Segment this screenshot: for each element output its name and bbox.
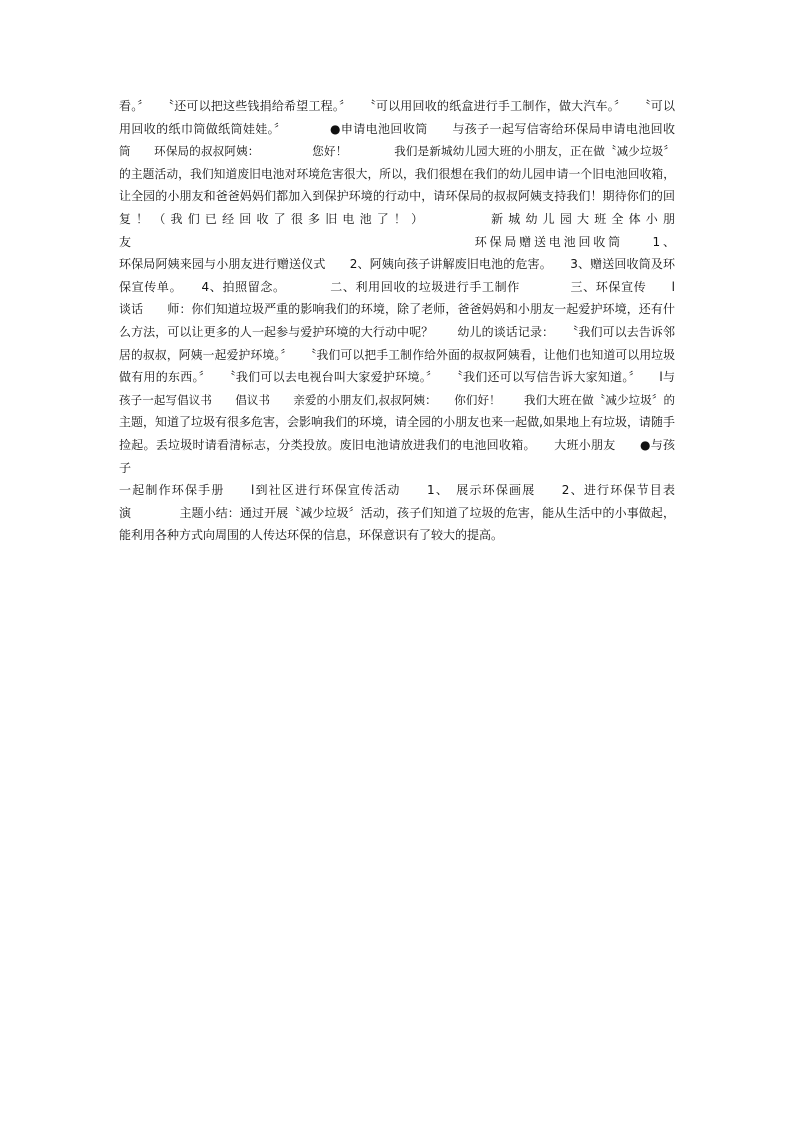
text-line-13: 做有用的东西。〞 〝我们可以去电视台叫大家爱护环境。〞 〝我们还可以写信告诉大家知道。〞 l与	[119, 370, 675, 385]
text-line-3: 筒 环保局的叔叔阿姨： 您好！ 我们是新城幼儿园大班的小朋友，正在做〝减少垃圾〞	[119, 144, 675, 159]
text-line-9: 保宣传单。 4、拍照留念。 二、利用回收的垃圾进行手工制作 三、环保宣传 l	[119, 279, 675, 294]
text-line-8: 环保局阿姨来园与小朋友进行赠送仪式 2、阿姨向孩子讲解废旧电池的危害。 3、赠送回收筒及环	[119, 257, 675, 272]
text-line-6: 复！（我们已经回收了很多旧电池了！） 新城幼儿园大班全体小朋	[119, 211, 675, 226]
text-line-7: 友 环保局赠送电池回收筒 1、	[119, 234, 675, 249]
text-line-5: 让全园的小朋友和爸爸妈妈们都加入到保护环境的行动中，请环保局的叔叔阿姨支持我们！期待你们的回	[119, 189, 675, 204]
text-line-16: 捡起。丢垃圾时请看清标志，分类投放。废旧电池请放进我们的电池回收箱。 大班小朋友 ●与孩子	[119, 437, 675, 475]
text-line-1: 看。〞 〝还可以把这些钱捐给希望工程。〞 〝可以用回收的纸盒进行手工制作，做大汽车。〞 〝可以	[119, 99, 675, 113]
body-text	[119, 95, 675, 547]
text-line-17: 一起制作环保手册 l到社区进行环保宣传活动 1、 展示环保画展 2、进行环保节目表	[119, 483, 675, 498]
text-line-11: 么方法，可以让更多的人一起参与爱护环境的大行动中呢？ 幼儿的谈话记录： 〝我们可以去告诉邻	[119, 324, 675, 339]
text-line-10: 谈话 师：你们知道垃圾严重的影响我们的环境，除了老师，爸爸妈妈和小朋友一起爱护环境，还有什	[119, 302, 675, 317]
text-line-19: 能利用各种方式向周围的人传达环保的信息，环保意识有了较大的提高。	[119, 528, 504, 543]
text-line-14: 孩子一起写倡议书 倡议书 亲爱的小朋友们,叔叔阿姨： 你们好！ 我们大班在做〝减少垃圾〞的	[119, 392, 675, 407]
text-line-12: 居的叔叔，阿姨一起爱护环境。〞 〝我们可以把手工制作给外面的叔叔阿姨看，让他们也知道可以用垃圾	[119, 347, 675, 362]
text-line-15: 主题，知道了垃圾有很多危害，会影响我们的环境，请全园的小朋友也来一起做,如果地上有垃圾，请随手	[119, 415, 675, 430]
text-line-4: 的主题活动，我们知道废旧电池对环境危害很大，所以，我们很想在我们的幼儿园申请一个旧电池回收箱，	[119, 166, 675, 181]
text-line-18: 演 主题小结：通过开展〝减少垃圾〞活动，孩子们知道了垃圾的危害，能从生活中的小事做起，	[119, 505, 675, 520]
text-line-2: 用回收的纸巾筒做纸筒娃娃。〞 ●申请电池回收筒 与孩子一起写信寄给环保局申请电池回收	[119, 121, 675, 136]
